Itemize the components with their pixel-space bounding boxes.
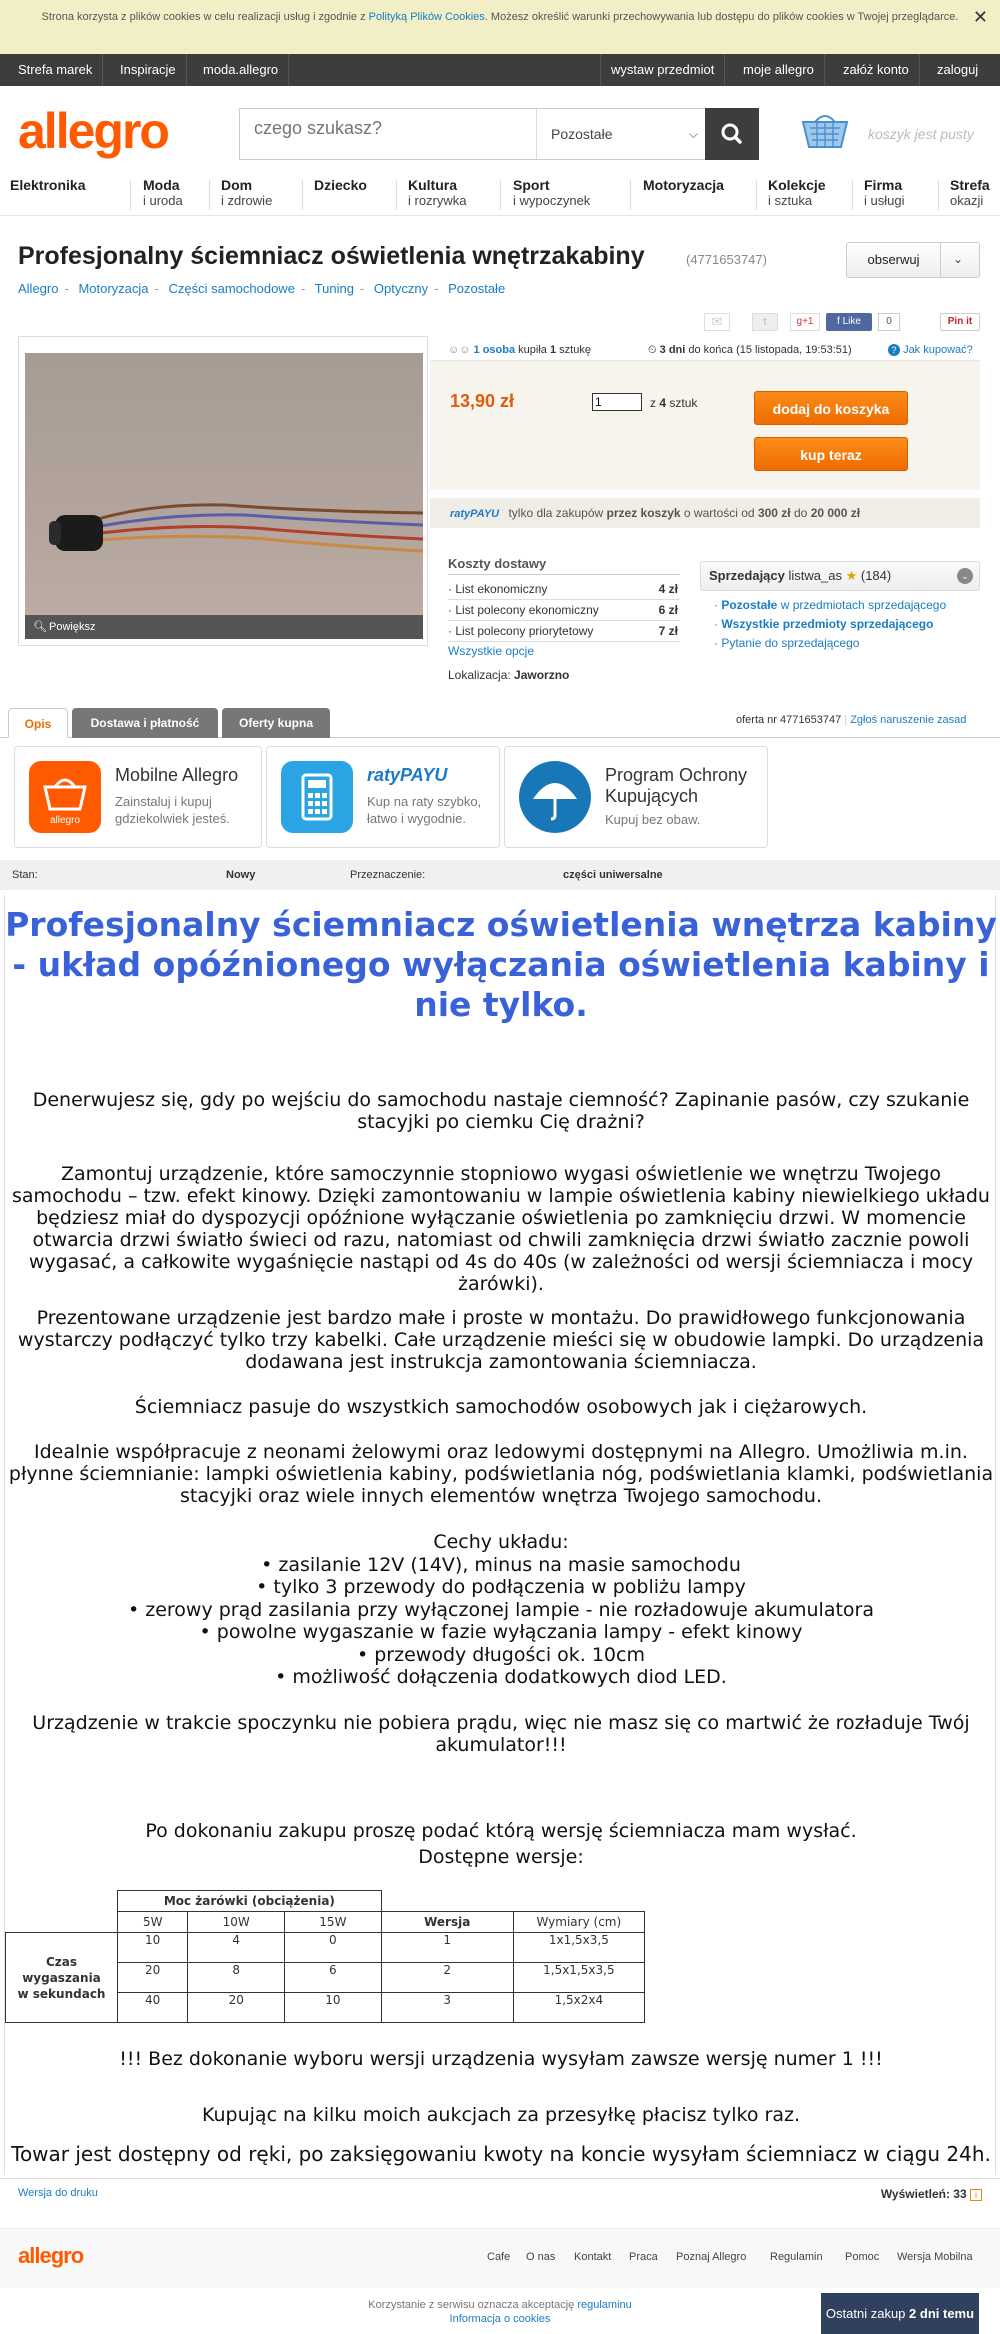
description-footer <box>0 2178 1000 2206</box>
topbar-link-strefa-marek[interactable]: Strefa marek <box>8 54 103 86</box>
param-stan: Nowy <box>226 869 256 881</box>
features-title: Cechy układu: <box>433 1531 569 1553</box>
promo-title: ratyPAYU <box>367 765 448 785</box>
category-kolekcje[interactable]: Kolekcje i sztuka <box>768 177 826 208</box>
topbar-link-zaloz-konto[interactable]: załóż konto <box>833 54 920 86</box>
time-left: ⏲ 3 dni do końca (15 listopada, 19:53:51) <box>648 344 852 356</box>
clock-icon: ⏲ <box>648 344 657 356</box>
cookie-text-after: . Możesz określić warunki przechowywania lub dostępu do plików cookies w Twojej przeglądarce. <box>484 11 959 23</box>
topbar-link-moje-allegro[interactable]: moje allegro <box>733 54 825 86</box>
question-icon: ? <box>888 344 900 356</box>
star-icon: ★ <box>845 568 858 583</box>
category-select-value: Pozostałe <box>551 126 613 142</box>
category-sport[interactable]: Sport i wypoczynek <box>513 177 591 208</box>
feature-item: • przewody długości ok. 10cm <box>357 1644 645 1666</box>
seller-box <box>700 561 980 654</box>
footer-link-kontakt[interactable]: Kontakt <box>574 2251 612 2263</box>
category-motoryzacja[interactable]: Motoryzacja <box>643 177 724 193</box>
report-link[interactable]: Zgłoś naruszenie zasad <box>850 714 967 726</box>
description-title: Profesjonalny ściemniacz oświetlenia wnętrza kabiny - układ opóźnionego wyłączania oświetlenia kabiny i nie tylko. <box>5 905 997 1024</box>
table-cell: 10 <box>118 1933 188 1963</box>
facebook-like-button[interactable]: f Like <box>826 313 872 331</box>
price-box <box>430 360 980 490</box>
shipping-row: · List polecony ekonomiczny 6 zł <box>448 600 680 621</box>
location: Lokalizacja: Jaworzno <box>448 668 570 682</box>
description-paragraph: Towar jest dostępny od ręki, po zaksięgowaniu kwoty na koncie wysyłam ściemniacz w ciągu 24h. <box>11 2142 991 2166</box>
search-box <box>239 108 712 160</box>
search-icon <box>705 108 759 160</box>
table-cell: 40 <box>118 1993 188 2023</box>
description-paragraph: Kupując na kilku moich aukcjach za przesyłkę płacisz tylko raz. <box>201 2104 800 2126</box>
svg-text:allegro: allegro <box>49 815 81 826</box>
magnifier-icon: 🔍︎ <box>33 621 47 633</box>
description-paragraph: Idealnie współpracuje z neonami żelowymi oraz ledowymi dostępnymi na Allegro. Umożliwia m.in. płynne ściemnianie: lampki oświetlenia kabiny, podświetlania nóg, podświetlania klamki, podświetlania stacyjki oraz wiele innych elementów wnętrza Twojego samochodu. <box>8 1441 994 1507</box>
feature-item: • powolne wygaszanie w fazie wyłączania lampy - efekt kinowy <box>199 1621 803 1643</box>
chevron-down-icon: ⌄ <box>957 568 973 584</box>
promo-title: Program Ochrony Kupujących <box>605 765 748 806</box>
tab-dostawa[interactable]: Dostawa i płatność <box>72 708 218 738</box>
chevron-down-icon: ⌵ <box>688 127 698 141</box>
add-to-cart-button[interactable]: dodaj do koszyka <box>754 391 908 425</box>
category-kultura[interactable]: Kultura i rozrywka <box>408 177 467 208</box>
product-photo[interactable] <box>25 353 423 615</box>
allegro-logo[interactable]: allegro <box>18 103 168 159</box>
category-moda[interactable]: Moda i uroda <box>143 177 183 208</box>
zoom-label: Powiększ <box>49 621 96 633</box>
buy-now-button[interactable]: kup teraz <box>754 437 908 471</box>
breadcrumb-czesci[interactable]: Części samochodowe <box>168 281 295 296</box>
footer-link-praca[interactable]: Praca <box>629 2251 658 2263</box>
users-icon: ☺☺ <box>448 344 471 356</box>
cookie-bar <box>0 0 1000 54</box>
feature-item: • tylko 3 przewody do podłączenia w pobliżu lampy <box>256 1576 746 1598</box>
description-paragraph: Urządzenie w trakcie spoczynku nie pobiera prądu, więc nie masz się co martwić że rozładuje Twój akumulator!!! <box>32 1712 970 1756</box>
cart-status: koszyk jest pusty <box>868 126 974 142</box>
shipping-row: · List ekonomiczny 4 zł <box>448 579 680 600</box>
promo-mobile[interactable] <box>14 746 262 848</box>
feature-item: • możliwość dołączenia dodatkowych diod LED. <box>275 1666 727 1688</box>
description-paragraph: Zamontuj urządzenie, które samoczynnie stopniowo wygasi oświetlenie we wnętrzu Twojego samochodu – tzw. efekt kinowy. Dzięki zamontowaniu w lampie oświetlenia kabiny niewielkiego układu będziesz miał do dyspozycji opóźnione wyłączanie oświetlenia po zamknięciu drzwi. W momencie otwarcia drzwi światło świeci od razu, natomiast od chwili zamknięcia drzwi światło zacznie powoli wygasać, a całkowite wygaśnięcie nastąpi od 4s do 40s (w zależności od wersji ściemniacza i mocy żarówki). <box>12 1163 990 1295</box>
print-version-link[interactable]: Wersja do druku <box>18 2187 98 2199</box>
last-purchase-badge[interactable]: Ostatni zakup 2 dni temu <box>821 2293 979 2334</box>
chevron-down-icon[interactable]: ⌄ <box>953 252 964 266</box>
description-paragraph: Prezentowane urządzenie jest bardzo małe i proste w montażu. Do prawidłowego funkcjonowania wystarczy podłączyć tylko trzy kabelki. Całe urządzenie mieści się w obudowie lampki. Do urządzenia dodawana jest instrukcja zamontowania ściemniacza. <box>17 1307 985 1373</box>
image-gallery <box>18 336 428 646</box>
twitter-icon[interactable]: t <box>752 313 778 331</box>
raty-info: ratyPAYU tylko dla zakupów przez koszyk o wartości od 300 zł do 20 000 zł <box>430 498 980 528</box>
promo-cards <box>12 746 988 852</box>
google-plus-button[interactable]: g+1 <box>790 313 820 331</box>
top-bar <box>0 54 1000 86</box>
all-shipping-options-link[interactable]: Wszystkie opcje <box>448 644 535 658</box>
tab-opis[interactable]: Opis <box>8 708 68 738</box>
buyers-info: ☺☺ 1 osoba kupiła 1 sztukę <box>448 344 591 356</box>
header <box>0 86 1000 176</box>
social-share <box>700 313 980 333</box>
topbar-link-inspiracje[interactable]: Inspiracje <box>110 54 187 86</box>
observe-label: obserwuj <box>847 243 941 277</box>
row-header: Czas wygaszania w sekundach <box>6 1933 118 2023</box>
seller-all-items-link[interactable]: · Wszystkie przedmioty sprzedającego <box>714 617 934 631</box>
like-count: 0 <box>878 313 900 331</box>
mobile-basket-icon <box>29 761 101 833</box>
cookie-text-before: Strona korzysta z plików cookies w celu realizacji usług i zgodnie z <box>41 11 369 23</box>
info-icon: i <box>970 2189 982 2201</box>
description-paragraph: Ściemniacz pasuje do wszystkich samochodów osobowych jak i ciężarowych. <box>134 1396 868 1418</box>
mail-icon[interactable]: ✉ <box>704 313 730 331</box>
raty-payu-logo: ratyPAYU <box>450 508 500 520</box>
breadcrumb-tuning[interactable]: Tuning <box>314 281 354 296</box>
observe-button[interactable] <box>846 242 980 278</box>
category-firma[interactable]: Firma i usługi <box>864 177 905 208</box>
topbar-link-wystaw[interactable]: wystaw przedmiot <box>600 54 725 86</box>
feature-item: • zerowy prąd zasilania przy wyłączonej lampie - nie rozładowuje akumulatora <box>128 1599 874 1621</box>
parameters-row: Stan: Nowy Przeznaczenie: części uniwersalne <box>0 860 1000 890</box>
seller-header[interactable]: Sprzedający listwa_as ★ (184) ⌄ <box>700 561 980 591</box>
category-dziecko[interactable]: Dziecko <box>314 177 367 193</box>
search-button[interactable] <box>705 108 759 160</box>
breadcrumb-motoryzacja[interactable]: Motoryzacja <box>78 281 149 296</box>
footer-link-regulamin[interactable]: Regulamin <box>770 2251 823 2263</box>
views-count: Wyświetleń: 33 i <box>881 2187 982 2201</box>
breadcrumb-optyczny[interactable]: Optyczny <box>373 281 429 296</box>
seller-other-items-link[interactable]: · Pozostałe w przedmiotach sprzedającego <box>714 598 947 612</box>
breadcrumb: Allegro - Motoryzacja - Części samochodowe - Tuning - Optyczny - Pozostałe <box>18 281 506 296</box>
table-cell: 20 <box>118 1963 188 1993</box>
footer-link-o-nas[interactable]: O nas <box>526 2251 556 2263</box>
tab-oferty-kupna[interactable]: Oferty kupna <box>222 708 330 738</box>
offer-id: (4771653747) <box>686 252 767 267</box>
price: 13,90 zł <box>450 391 515 411</box>
shipping-title: Koszty dostawy <box>448 556 680 575</box>
quantity-available: z 4 sztuk <box>650 396 698 410</box>
ask-seller-link[interactable]: · Pytanie do sprzedającego <box>714 636 860 650</box>
buyers-link[interactable]: 1 osoba <box>473 344 516 356</box>
footer-link-mobilna[interactable]: Wersja Mobilna <box>897 2251 973 2263</box>
offer-number-info: oferta nr 4771653747 | Zgłoś naruszenie zasad <box>736 714 967 726</box>
promo-subtitle: Zainstaluj i kupuj gdziekolwiek jesteś. <box>115 794 230 826</box>
cookies-info-link[interactable]: Informacja o cookies <box>449 2313 551 2325</box>
param-przeznaczenie: części uniwersalne <box>563 869 663 881</box>
versions-table: Moc żarówki (obciążenia) 5W 10W 15W Wersja Wymiary (cm) Czas wygaszania w sekundach 10 4 0 1 1x1,5x3,5 20 8 6 2 1,5x1,5x3,5 40 20 10 3 1,5x2x4 <box>5 1890 645 2023</box>
description-paragraph: !!! Bez dokonanie wyboru wersji urządzenia wysyłam zawsze wersję numer 1 !!! <box>119 2048 883 2070</box>
promo-subtitle: Kup na raty szybko, łatwo i wygodnie. <box>367 794 482 826</box>
breadcrumb-pozostale[interactable]: Pozostałe <box>448 281 506 296</box>
description-paragraph: Denerwujesz się, gdy po wejściu do samochodu nastaje ciemność? Zapinanie pasów, czy szukanie stacyjki po ciemku Cię drażni? <box>32 1089 970 1133</box>
cart-icon[interactable] <box>800 114 850 154</box>
zoom-button[interactable] <box>25 615 423 639</box>
how-to-buy[interactable]: ? Jak kupować? <box>888 344 973 356</box>
calculator-icon <box>281 761 353 833</box>
site-footer <box>0 2228 1000 2288</box>
footer-link-poznaj[interactable]: Poznaj Allegro <box>676 2251 747 2263</box>
feature-item: • zasilanie 12V (14V), minus na masie samochodu <box>261 1554 741 1576</box>
promo-ochrona[interactable] <box>504 746 768 848</box>
promo-raty[interactable] <box>266 746 500 848</box>
breadcrumb-allegro[interactable]: Allegro <box>18 281 59 296</box>
search-input[interactable] <box>254 117 484 139</box>
promo-title: Mobilne Allegro <box>115 765 239 785</box>
close-icon[interactable]: ✕ <box>972 7 988 27</box>
cookie-policy-link[interactable]: Polityką Plików Cookies <box>368 11 485 23</box>
footer-link-cafe[interactable]: Cafe <box>487 2251 511 2263</box>
pinterest-button[interactable]: Pin it <box>940 313 980 331</box>
topbar-link-zaloguj[interactable]: zaloguj <box>937 62 979 77</box>
description-paragraph: Po dokonaniu zakupu proszę podać którą wersję ściemniacza mam wysłać. <box>145 1820 857 1842</box>
description <box>4 895 996 2175</box>
quantity-input[interactable] <box>592 393 642 411</box>
category-elektronika[interactable]: Elektronika <box>10 177 86 193</box>
category-select[interactable] <box>536 109 712 159</box>
footer-allegro-logo[interactable]: allegro <box>18 2243 84 2268</box>
offer-title: Profesjonalny ściemniacz oświetlenia wnętrzakabiny <box>18 242 645 270</box>
category-dom[interactable]: Dom i zdrowie <box>221 177 273 208</box>
category-nav <box>0 176 1000 216</box>
promo-subtitle: Kupuj bez obaw. <box>605 812 701 827</box>
regulamin-link[interactable]: regulaminu <box>577 2299 632 2311</box>
category-strefa-okazji[interactable]: Strefa okazji <box>950 177 990 208</box>
topbar-link-moda[interactable]: moda.allegro <box>193 54 289 86</box>
footer-link-pomoc[interactable]: Pomoc <box>845 2251 880 2263</box>
legal-footer: Korzystanie z serwisu oznacza akceptację regulaminu Informacja o cookies <box>368 2299 632 2325</box>
shipping-row: · List polecony priorytetowy 7 zł <box>448 621 680 642</box>
umbrella-icon <box>519 761 591 833</box>
description-paragraph: Dostępne wersje: <box>418 1846 584 1868</box>
shipping-costs <box>448 556 680 682</box>
